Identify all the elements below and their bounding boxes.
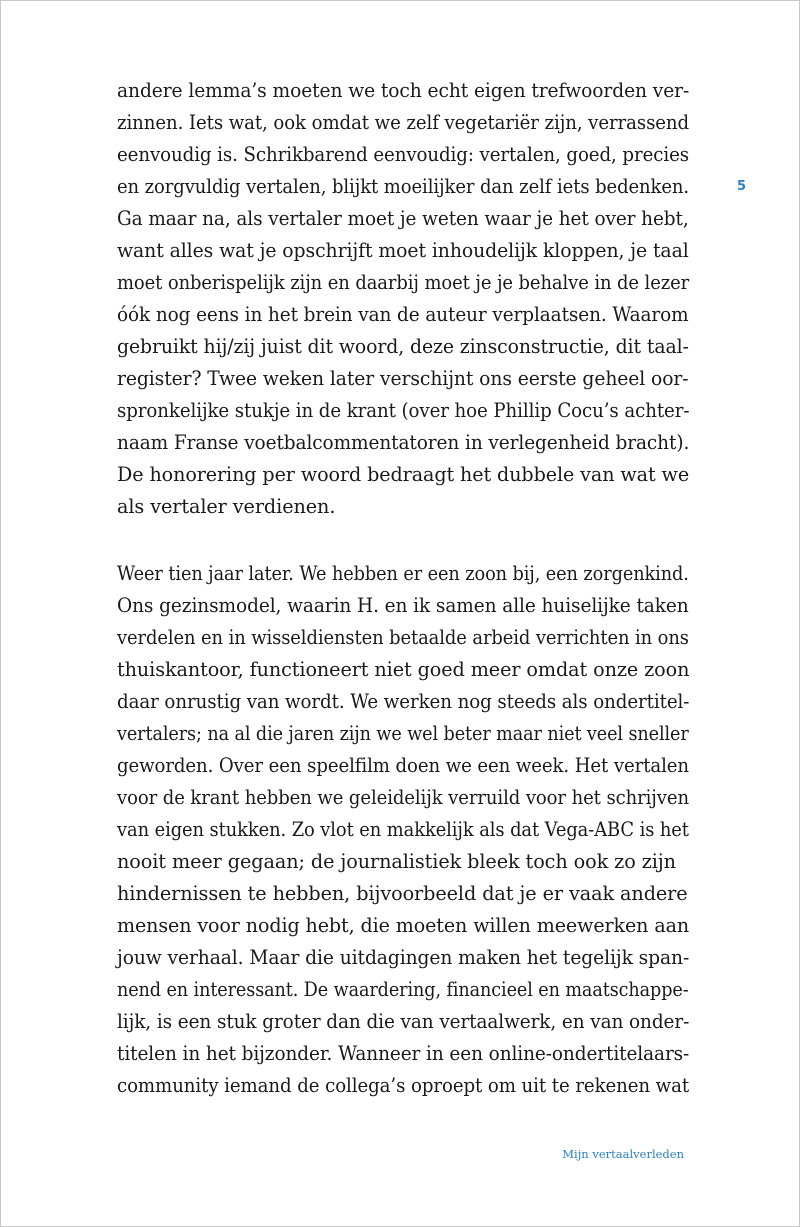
paragraph-2 (117, 558, 697, 1102)
page-number: 5 (737, 179, 747, 194)
text-line: eenvoudig is. Schrikbarend eenvoudig: vertalen, goed, precies (117, 143, 690, 166)
text-line: naam Franse voetbalcommentatoren in verlegenheid bracht). (117, 431, 690, 454)
text-line: moet onberispelijk zijn en daarbij moet je je behalve in de lezer (117, 271, 690, 294)
paragraph-1 (117, 75, 697, 523)
text-line: thuiskantoor, functioneert niet goed meer omdat onze zoon (117, 658, 690, 681)
text-line: als vertaler verdienen. (117, 495, 336, 518)
text-line: verdelen en in wisseldiensten betaalde arbeid verrichten in ons (117, 626, 689, 649)
text-line: nend en interessant. De waardering, financieel en maatschappe- (117, 978, 689, 1001)
text-line: De honorering per woord bedraagt het dubbele van wat we (117, 463, 690, 486)
text-line: nooit meer gegaan; de journalistiek bleek toch ook zo zijn (117, 850, 676, 873)
text-line: geworden. Over een speelfilm doen we een week. Het vertalen (117, 754, 689, 777)
text-line: van eigen stukken. Zo vlot en makkelijk als dat Vega-ABC is het (117, 818, 689, 841)
text-line: en zorgvuldig vertalen, blijkt moeilijker dan zelf iets bedenken. (117, 175, 690, 198)
running-footer: Mijn vertaalverleden (562, 1147, 684, 1161)
text-line: want alles wat je opschrijft moet inhoudelijk kloppen, je taal (117, 239, 689, 262)
text-line: Weer tien jaar later. We hebben er een zoon bij, een zorgenkind. (117, 562, 689, 585)
text-line: titelen in het bijzonder. Wanneer in een online-ondertitelaars- (117, 1042, 690, 1065)
text-line: andere lemma’s moeten we toch echt eigen trefwoorden ver- (117, 79, 690, 102)
text-line: register? Twee weken later verschijnt ons eerste geheel oor- (117, 367, 689, 390)
text-line: Ons gezinsmodel, waarin H. en ik samen alle huiselijke taken (117, 594, 689, 617)
text-line: daar onrustig van wordt. We werken nog steeds als ondertitel- (117, 690, 690, 713)
text-line: gebruikt hij/zij juist dit woord, deze zinsconstructie, dit taal- (117, 335, 689, 358)
text-line: spronkelijke stukje in de krant (over hoe Phillip Cocu’s achter- (117, 399, 690, 422)
text-line: lijk, is een stuk groter dan die van vertaalwerk, en van onder- (117, 1010, 690, 1033)
text-line: zinnen. Iets wat, ook omdat we zelf vegetariër zijn, verrassend (117, 111, 690, 134)
text-line: jouw verhaal. Maar die uitdagingen maken het tegelijk span- (117, 946, 690, 969)
text-line: Ga maar na, als vertaler moet je weten waar je het over hebt, (117, 207, 689, 230)
text-line: community iemand de collega’s oproept om uit te rekenen wat (117, 1074, 690, 1097)
text-line: óók nog eens in het brein van de auteur verplaatsen. Waarom (117, 303, 689, 326)
text-line: vertalers; na al die jaren zijn we wel beter maar niet veel sneller (117, 722, 689, 745)
text-line: hindernissen te hebben, bijvoorbeeld dat je er vaak andere (117, 882, 688, 905)
text-line: mensen voor nodig hebt, die moeten willen meewerken aan (117, 914, 690, 937)
text-line: voor de krant hebben we geleidelijk verruild voor het schrijven (117, 786, 689, 809)
